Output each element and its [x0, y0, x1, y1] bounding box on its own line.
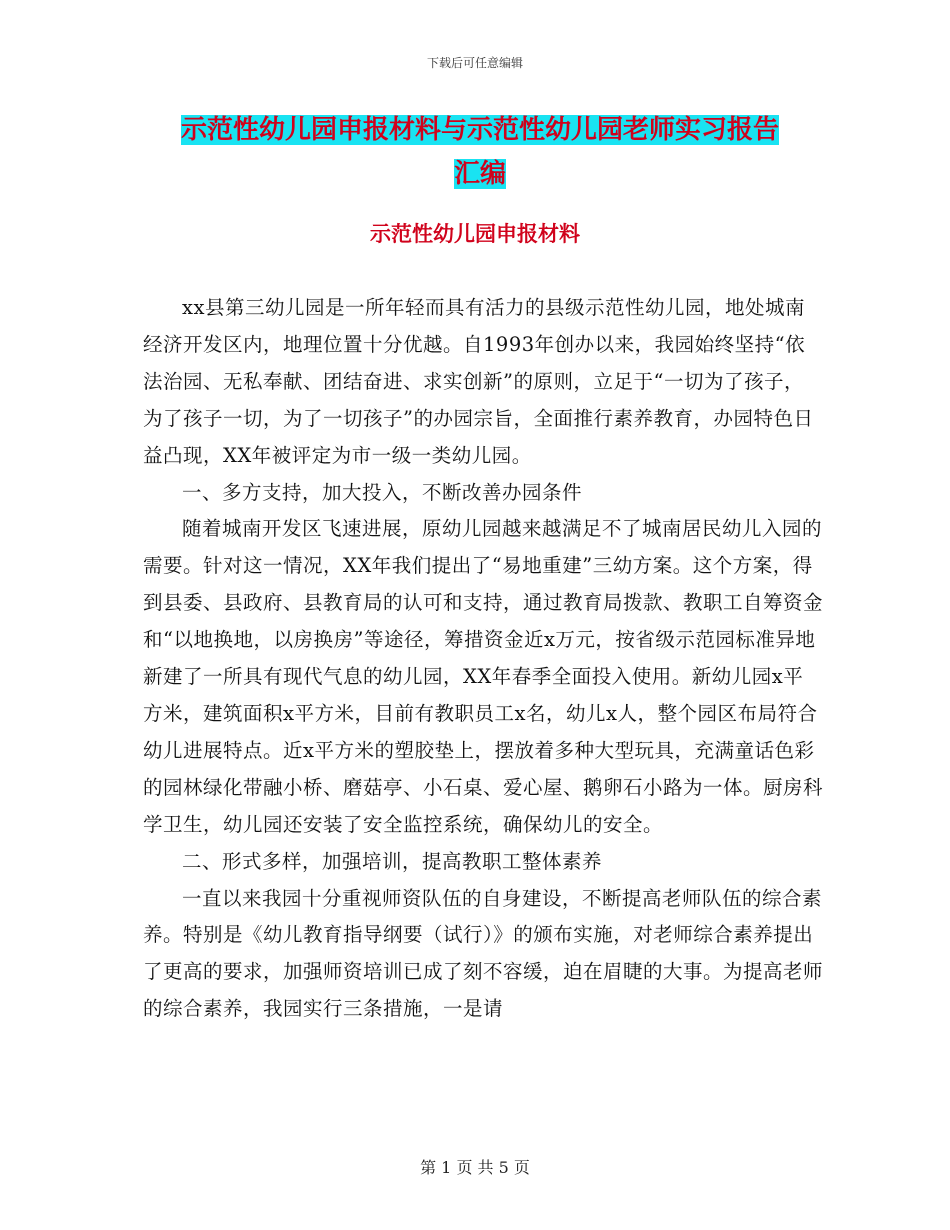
section-title: 示范性幼儿园申报材料 — [370, 222, 580, 246]
document-title-line-1: 示范性幼儿园申报材料与示范性幼儿园老师实习报告 — [180, 115, 779, 145]
heading-section-1: 一、多方支持，加大投入，不断改善办园条件 — [182, 480, 583, 504]
header-note: 下载后可任意编辑 — [426, 56, 523, 70]
document-title-line-2: 汇编 — [453, 159, 506, 189]
document-body — [143, 290, 823, 1028]
paragraph-intro: xx县第三幼儿园是一所年轻而具有活力的县级示范性幼儿园，地处城南经济开发区内，地理位置十分优越。自1993年创办以来，我园始终坚持“依法治园、无私奉献、团结奋进、求实创新”的原则，立足于“一切为了孩子，为了孩子一切，为了一切孩子”的办园宗旨，全面推行素养教育，办园特色日益凸现，XX年被评定为市一级一类幼儿园。 — [143, 296, 814, 467]
paragraph-section-2: 一直以来我园十分重视师资队伍的自身建设，不断提高老师队伍的综合素养。特别是《幼儿教育指导纲要（试行）》的颁布实施，对老师综合素养提出了更高的要求，加强师资培训已成了刻不容缓，迫在眉睫的大事。为提高老师的综合素养，我园实行三条措施，一是请 — [143, 886, 824, 1021]
heading-section-2: 二、形式多样，加强培训，提高教职工整体素养 — [182, 849, 603, 873]
paragraph-section-1: 随着城南开发区飞速进展，原幼儿园越来越满足不了城南居民幼儿入园的需要。针对这一情况，XX年我们提出了“易地重建”三幼方案。这个方案，得到县委、县政府、县教育局的认可和支持，通过教育局拨款、教职工自筹资金和“以地换地，以房换房”等途径，筹措资金近x万元，按省级示范园标准异地新建了一所具有现代气息的幼儿园，XX年春季全面投入使用。新幼儿园x平方米，建筑面积x平方米，目前有教职员工x名，幼儿x人，整个园区布局符合幼儿进展特点。近x平方米的塑胶垫上，摆放着多种大型玩具，充满童话色彩的园林绿化带融小桥、磨菇亭、小石桌、爱心屋、鹅卵石小路为一体。厨房科学卫生，幼儿园还安装了安全监控系统，确保幼儿的安全。 — [143, 517, 824, 836]
page-footer: 第 1 页 共 5 页 — [420, 1158, 530, 1177]
document-title — [150, 108, 810, 196]
